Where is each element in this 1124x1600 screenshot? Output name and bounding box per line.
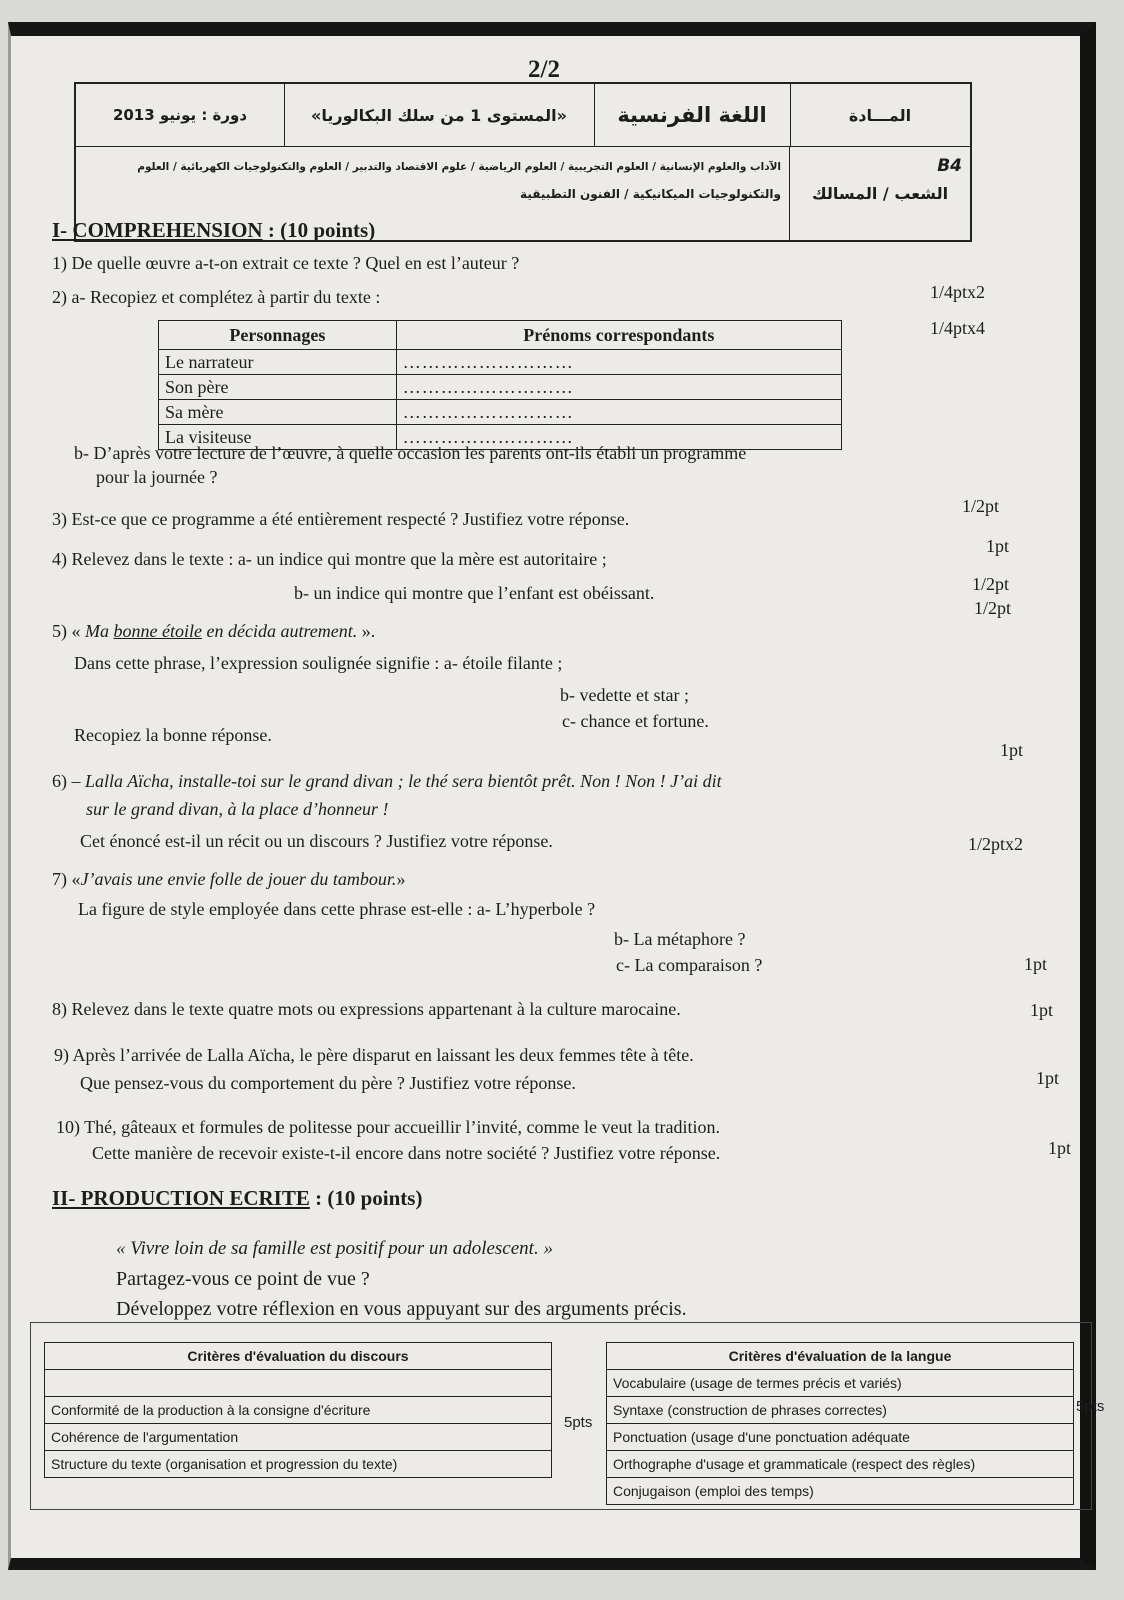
table-row xyxy=(607,1478,1074,1505)
q6-quote-2: sur le grand divan, à la place d’honneur ! xyxy=(86,799,389,819)
session-date: دورة : يونيو 2013 xyxy=(76,84,285,146)
question-4-line-2: b- un indice qui montre que l’enfant est obéissant. xyxy=(294,583,655,603)
table-header: Prénoms correspondants xyxy=(396,321,841,350)
header-top-row xyxy=(76,84,970,147)
language-points: 5pts xyxy=(1076,1398,1105,1415)
section-2-points: : (10 points) xyxy=(309,1186,423,1210)
question-5-line-1 xyxy=(52,618,375,644)
table-cell: Structure du texte (organisation et progression du texte) xyxy=(45,1451,552,1478)
table-header-row xyxy=(45,1343,552,1370)
table-cell: La visiteuse xyxy=(159,425,397,450)
question-10-points: 1pt xyxy=(1048,1138,1072,1158)
table-row xyxy=(45,1397,552,1424)
question-5-points: 1pt xyxy=(1000,740,1024,760)
table-row xyxy=(45,1424,552,1451)
streams-line-2: والتكنولوجيات الميكانيكية / الفنون التطبيقية xyxy=(520,187,781,201)
question-10-line-1: 10) Thé, gâteaux et formules de politesse pour accueillir l’invité, comme le veut la tradition. xyxy=(56,1117,720,1137)
question-6-line-1 xyxy=(52,768,722,794)
subject: اللغة الفرنسية xyxy=(594,84,791,146)
table-row xyxy=(607,1451,1074,1478)
language-criteria-table xyxy=(606,1342,1074,1505)
code: B4 xyxy=(937,156,962,176)
question-4a-points: 1/2pt xyxy=(972,574,1010,594)
discourse-criteria-table xyxy=(44,1342,552,1478)
table-cell: Syntaxe (construction de phrases correctes) xyxy=(607,1397,1074,1424)
question-7-points: 1pt xyxy=(1024,954,1048,974)
question-5-option-b: b- vedette et star ; xyxy=(560,685,689,705)
table-row xyxy=(607,1370,1074,1397)
table-row xyxy=(607,1424,1074,1451)
question-2a: 2) a- Recopiez et complétez à partir du texte : xyxy=(52,287,381,307)
question-5-option-c: c- chance et fortune. xyxy=(562,711,709,731)
question-9-points: 1pt xyxy=(1036,1068,1060,1088)
table-cell: Vocabulaire (usage de termes précis et variés) xyxy=(607,1370,1074,1397)
table-cell xyxy=(45,1370,552,1397)
question-7-option-b: b- La métaphore ? xyxy=(614,929,746,949)
table-cell: Orthographe d'usage et grammaticale (respect des règles) xyxy=(607,1451,1074,1478)
table-row xyxy=(159,400,842,425)
q7-quote: J’avais une envie folle de jouer du tambour. xyxy=(80,869,397,889)
question-3-points: 1pt xyxy=(986,536,1010,556)
q5-underlined: bonne étoile xyxy=(113,621,202,641)
streams-label-text: الشعب / المسالك xyxy=(811,183,949,203)
q6-number: 6) xyxy=(52,771,72,791)
q5-close: ». xyxy=(357,621,376,641)
table-header-row xyxy=(159,321,842,350)
question-9-line-2: Que pensez-vous du comportement du père ? Justifiez votre réponse. xyxy=(80,1073,576,1093)
question-3: 3) Est-ce que ce programme a été entièrement respecté ? Justifiez votre réponse. xyxy=(52,509,630,529)
question-4b-points: 1/2pt xyxy=(974,598,1012,618)
question-5-line-3: Recopiez la bonne réponse. xyxy=(74,725,272,745)
question-2b-line-1: b- D’après votre lecture de l’œuvre, à quelle occasion les parents ont-ils établi un programme xyxy=(74,443,747,463)
section-1-heading: I- COMPREHENSION xyxy=(52,218,263,242)
section-2-title xyxy=(52,1186,422,1211)
table-cell: Sa mère xyxy=(159,400,397,425)
prompt-line-3: Développez votre réflexion en vous appuyant sur des arguments précis. xyxy=(116,1298,687,1320)
question-8-points: 1pt xyxy=(1030,1000,1054,1020)
section-1-title xyxy=(52,218,375,243)
question-6-line-2 xyxy=(86,796,388,822)
question-7-option-c: c- La comparaison ? xyxy=(616,955,763,975)
prompt-line-2: Partagez-vous ce point de vue ? xyxy=(116,1268,370,1290)
section-1-points: : (10 points) xyxy=(262,218,376,242)
question-5-line-2: Dans cette phrase, l’expression soulignée signifie : a- étoile filante ; xyxy=(74,653,563,673)
streams-line-1: الآداب والعلوم الإنسانية / العلوم التجريبية / العلوم الرياضية / علوم الاقتصاد والتدبير / العلوم والتكنولوجيات الكهربائية / العلوم xyxy=(137,161,781,173)
language-header: Critères d'évaluation de la langue xyxy=(607,1343,1074,1370)
table-cell: Son père xyxy=(159,375,397,400)
table-row xyxy=(159,350,842,375)
table-cell: Le narrateur xyxy=(159,350,397,375)
table-cell: Conjugaison (emploi des temps) xyxy=(607,1478,1074,1505)
q7-number: 7) « xyxy=(52,869,81,889)
subject-label: المـــادة xyxy=(848,105,912,125)
q5-number: 5) « xyxy=(52,621,85,641)
question-6-line-3: Cet énoncé est-il un récit ou un discours ? Justifiez votre réponse. xyxy=(80,831,553,851)
table-header-row xyxy=(607,1343,1074,1370)
table-row xyxy=(45,1451,552,1478)
table-cell: Conformité de la production à la consigne d'écriture xyxy=(45,1397,552,1424)
question-6-points: 1/2ptx2 xyxy=(968,834,1024,854)
table-cell: ……………………… xyxy=(396,375,841,400)
table-cell: ……………………… xyxy=(396,350,841,375)
prompt-quote xyxy=(116,1236,553,1262)
prompt-quote-text: « Vivre loin de sa famille est positif pour un adolescent. » xyxy=(116,1238,553,1259)
question-10-line-2: Cette manière de recevoir existe-t-il encore dans notre société ? Justifiez votre réponse. xyxy=(92,1143,721,1163)
q5-quote-end: en décida autrement. xyxy=(201,621,358,641)
question-9-line-1: 9) Après l’arrivée de Lalla Aïcha, le père disparut en laissant les deux femmes tête à tête. xyxy=(54,1045,694,1065)
question-7-line-2: La figure de style employée dans cette phrase est-elle : a- L’hyperbole ? xyxy=(78,899,596,919)
table-row xyxy=(159,375,842,400)
section-2-heading: II- PRODUCTION ECRITE xyxy=(52,1186,310,1210)
streams-label xyxy=(790,146,970,240)
characters-table xyxy=(158,320,842,450)
question-1-points: 1/4ptx2 xyxy=(930,282,986,302)
table-cell: Cohérence de l'argumentation xyxy=(45,1424,552,1451)
question-7-line-1 xyxy=(52,866,405,892)
question-2b-points: 1/2pt xyxy=(962,496,1000,516)
discourse-header: Critères d'évaluation du discours xyxy=(45,1343,552,1370)
table-cell: Ponctuation (usage d'une ponctuation adéquate xyxy=(607,1424,1074,1451)
table-cell: ……………………… xyxy=(396,425,841,450)
question-4-line-1: 4) Relevez dans le texte : a- un indice qui montre que la mère est autoritaire ; xyxy=(52,549,607,569)
level: «المستوى 1 من سلك البكالوريا» xyxy=(284,84,595,146)
q6-quote-1: – Lalla Aïcha, installe-toi sur le grand divan ; le thé sera bientôt prêt. Non ! Non ! J’ai dit xyxy=(71,771,722,791)
question-8: 8) Relevez dans le texte quatre mots ou expressions appartenant à la culture marocaine. xyxy=(52,999,681,1019)
q5-quote-start: Ma xyxy=(85,621,114,641)
table-header: Personnages xyxy=(159,321,397,350)
discourse-points: 5pts xyxy=(564,1414,593,1431)
page-number: 2/2 xyxy=(528,56,560,83)
question-2b-line-2: pour la journée ? xyxy=(96,467,218,487)
q7-close: » xyxy=(396,869,406,889)
question-2a-points: 1/4ptx4 xyxy=(930,318,986,338)
question-1: 1) De quelle œuvre a-t-on extrait ce texte ? Quel en est l’auteur ? xyxy=(52,253,520,273)
table-row xyxy=(45,1370,552,1397)
table-row xyxy=(607,1397,1074,1424)
table-cell: ……………………… xyxy=(396,400,841,425)
